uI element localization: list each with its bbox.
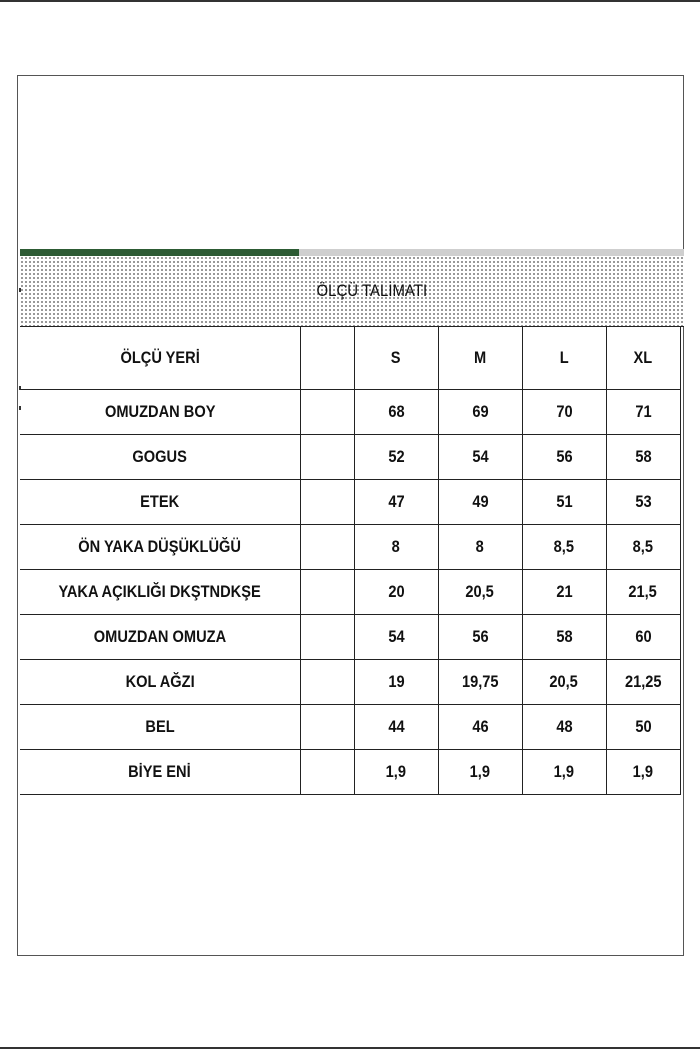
size-l-value: 48 xyxy=(522,705,606,750)
column-header-m: M xyxy=(438,327,522,390)
blank-cell xyxy=(300,615,354,660)
table-row xyxy=(20,480,680,525)
size-m-value: 69 xyxy=(438,390,522,435)
row-label: YAKA AÇIKLIĞI DKŞTNDKŞE xyxy=(20,570,300,615)
size-xl-value: 1,9 xyxy=(606,750,680,795)
row-label: OMUZDAN OMUZA xyxy=(20,615,300,660)
size-xl-value: 8,5 xyxy=(606,525,680,570)
size-s-value: 68 xyxy=(354,390,438,435)
size-m-value: 49 xyxy=(438,480,522,525)
size-m-value: 54 xyxy=(438,435,522,480)
table-row xyxy=(20,390,680,435)
size-l-value: 20,5 xyxy=(522,660,606,705)
table-row xyxy=(20,435,680,480)
blank-cell xyxy=(300,570,354,615)
table-row xyxy=(20,660,680,705)
size-s-value: 44 xyxy=(354,705,438,750)
blank-cell xyxy=(300,480,354,525)
table-row xyxy=(20,705,680,750)
row-label: ÖN YAKA DÜŞÜKLÜĞÜ xyxy=(20,525,300,570)
size-s-value: 8 xyxy=(354,525,438,570)
size-l-value: 56 xyxy=(522,435,606,480)
size-l-value: 58 xyxy=(522,615,606,660)
blank-cell xyxy=(300,390,354,435)
size-m-value: 56 xyxy=(438,615,522,660)
blank-cell xyxy=(300,705,354,750)
size-m-value: 19,75 xyxy=(438,660,522,705)
bottom-rule xyxy=(0,1047,700,1049)
size-xl-value: 60 xyxy=(606,615,680,660)
size-chart-table xyxy=(20,327,681,795)
size-xl-value: 50 xyxy=(606,705,680,750)
size-s-value: 54 xyxy=(354,615,438,660)
size-xl-value: 21,25 xyxy=(606,660,680,705)
size-s-value: 1,9 xyxy=(354,750,438,795)
size-l-value: 51 xyxy=(522,480,606,525)
row-label: KOL AĞZI xyxy=(20,660,300,705)
row-label: BİYE ENİ xyxy=(20,750,300,795)
size-xl-value: 53 xyxy=(606,480,680,525)
table-row xyxy=(20,750,680,795)
size-m-value: 46 xyxy=(438,705,522,750)
size-xl-value: 71 xyxy=(606,390,680,435)
blank-cell xyxy=(300,660,354,705)
row-label: ETEK xyxy=(20,480,300,525)
top-rule xyxy=(0,0,700,2)
gray-header-strip xyxy=(299,249,684,256)
size-xl-value: 21,5 xyxy=(606,570,680,615)
size-s-value: 19 xyxy=(354,660,438,705)
column-header-measurement: ÖLÇÜ YERİ xyxy=(20,327,300,390)
row-label: GOGUS xyxy=(20,435,300,480)
blank-cell xyxy=(300,750,354,795)
column-header-s: S xyxy=(354,327,438,390)
size-l-value: 21 xyxy=(522,570,606,615)
blank-cell xyxy=(300,525,354,570)
table-title-bar xyxy=(20,256,684,327)
row-label: BEL xyxy=(20,705,300,750)
column-header-blank xyxy=(300,327,354,390)
size-l-value: 70 xyxy=(522,390,606,435)
table-row xyxy=(20,570,680,615)
size-xl-value: 58 xyxy=(606,435,680,480)
size-s-value: 52 xyxy=(354,435,438,480)
column-header-l: L xyxy=(522,327,606,390)
size-m-value: 8 xyxy=(438,525,522,570)
size-l-value: 1,9 xyxy=(522,750,606,795)
size-s-value: 20 xyxy=(354,570,438,615)
table-title: ÖLÇÜ TALİMATI xyxy=(316,281,428,300)
green-header-strip xyxy=(20,249,299,256)
size-m-value: 1,9 xyxy=(438,750,522,795)
table-row xyxy=(20,615,680,660)
margin-tick xyxy=(19,288,21,292)
size-m-value: 20,5 xyxy=(438,570,522,615)
size-s-value: 47 xyxy=(354,480,438,525)
table-row xyxy=(20,525,680,570)
column-header-xl: XL xyxy=(606,327,680,390)
table-header-row xyxy=(20,327,680,390)
size-l-value: 8,5 xyxy=(522,525,606,570)
blank-cell xyxy=(300,435,354,480)
row-label: OMUZDAN BOY xyxy=(20,390,300,435)
